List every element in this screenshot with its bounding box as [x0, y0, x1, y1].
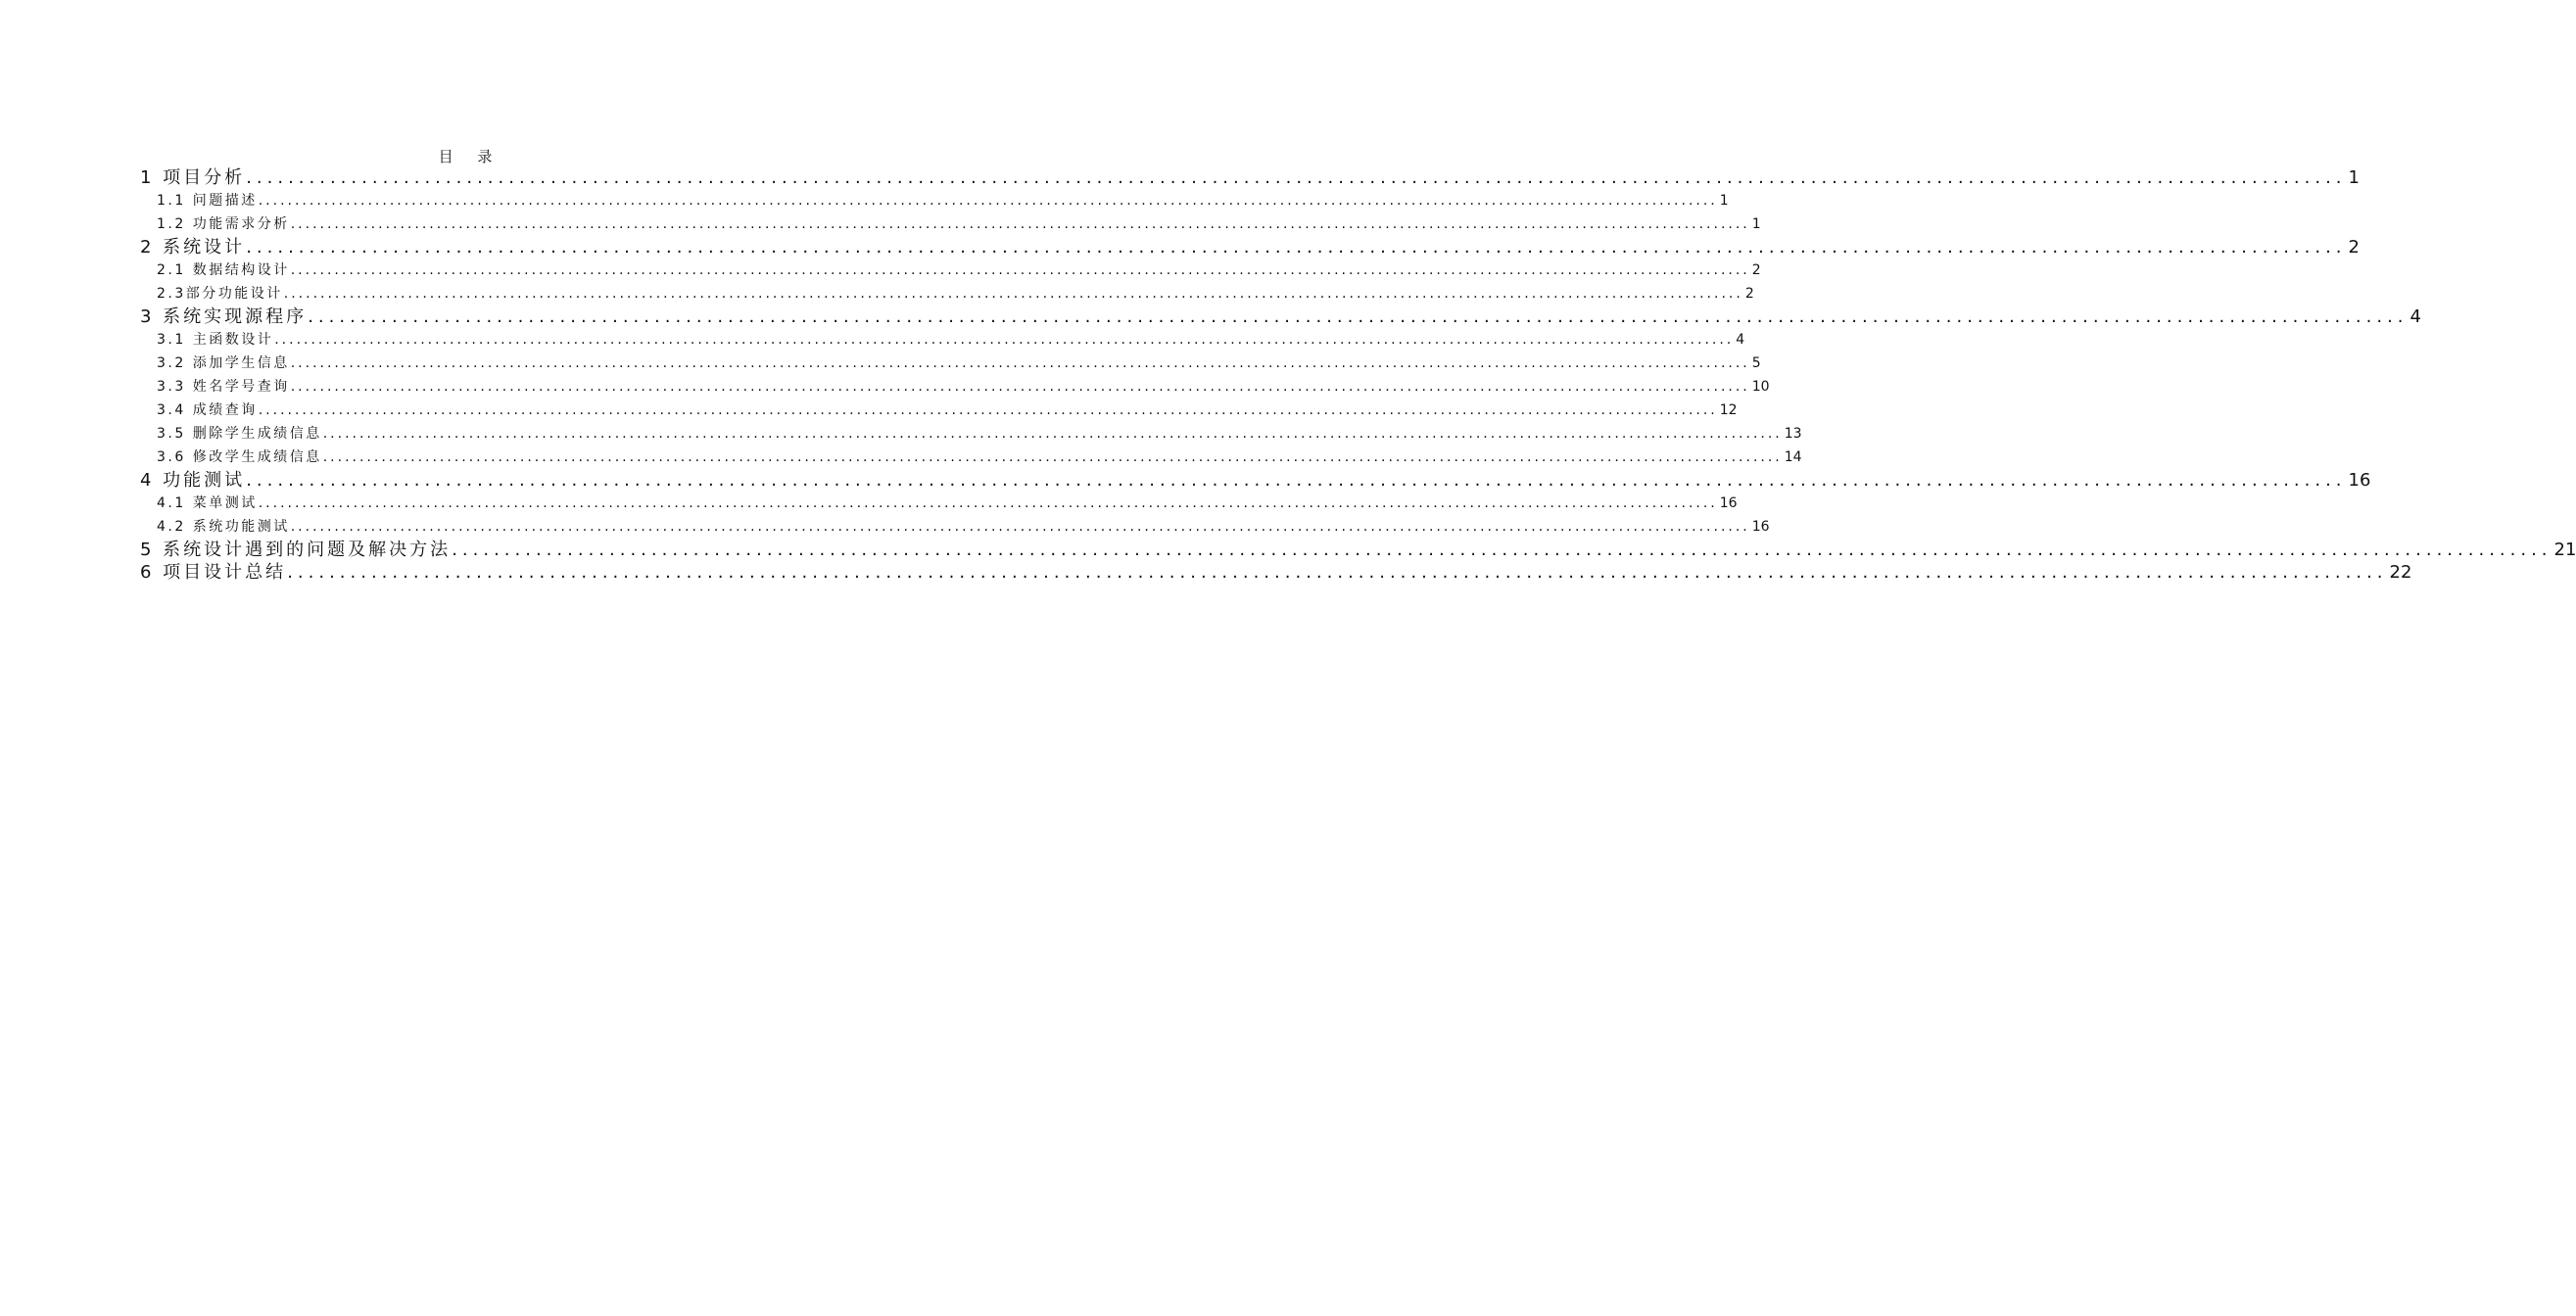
- toc-page-number: 14: [1784, 449, 1802, 465]
- toc-entry-label: 2.1 数据结构设计: [157, 262, 290, 278]
- toc-entry-label: 4 功能测试: [140, 470, 246, 491]
- toc-entry-label: 3.5 删除学生成绩信息: [157, 426, 322, 442]
- toc-entry[interactable]: [140, 375, 1770, 399]
- toc-entry-label: 5 系统设计遇到的问题及解决方法: [140, 540, 452, 560]
- toc-page-number: 21: [2553, 540, 2576, 560]
- dot-leader: ........................................................................................................................................................................................................: [258, 495, 1718, 511]
- dot-leader: ........................................................................................................................................................................................................: [290, 355, 1750, 371]
- dot-leader: ........................................................................................................................................................................................................: [258, 193, 1718, 209]
- toc-entry[interactable]: [140, 561, 2412, 584]
- toc-page-number: 16: [1719, 495, 1738, 511]
- toc-title: 目 录: [438, 148, 502, 165]
- toc-page-number: 4: [1736, 332, 1745, 348]
- dot-leader: ........................................................................................................................................................................................................: [274, 332, 1735, 348]
- toc-entry[interactable]: [140, 515, 1770, 539]
- dot-leader: ........................................................................................................................................................................................................: [452, 540, 2552, 560]
- toc-entry-label: 3.1 主函数设计: [157, 332, 274, 348]
- toc-entry[interactable]: [140, 306, 2421, 328]
- toc-page-number: 1: [2348, 167, 2360, 188]
- toc-page-number: 12: [1719, 402, 1738, 418]
- toc-entry-label: 6 项目设计总结: [140, 562, 287, 583]
- toc-entry[interactable]: [140, 469, 2371, 492]
- toc-entry-label: 4.1 菜单测试: [157, 495, 258, 511]
- toc-page-number: 22: [2389, 562, 2412, 583]
- toc-page-number: 16: [1751, 519, 1770, 535]
- toc-entry[interactable]: [140, 236, 2360, 258]
- toc-entry[interactable]: [140, 352, 1761, 375]
- dot-leader: ........................................................................................................................................................................................................: [246, 167, 2347, 188]
- toc-entry-label: 2.3部分功能设计: [157, 286, 283, 302]
- toc-entry[interactable]: [140, 282, 1754, 306]
- toc-page-number: 1: [1719, 193, 1729, 209]
- dot-leader: ........................................................................................................................................................................................................: [246, 237, 2347, 258]
- toc-entry[interactable]: [140, 166, 2360, 189]
- dot-leader: ........................................................................................................................................................................................................: [283, 286, 1743, 302]
- dot-leader: ........................................................................................................................................................................................................: [258, 402, 1718, 418]
- toc-entry[interactable]: [140, 328, 1745, 352]
- dot-leader: ........................................................................................................................................................................................................: [322, 426, 1783, 442]
- toc-page-number: 2: [1751, 262, 1761, 278]
- toc-entry-label: 3.4 成绩查询: [157, 402, 258, 418]
- toc-page-number: 13: [1784, 426, 1802, 442]
- toc-entry[interactable]: [140, 399, 1738, 422]
- toc-entry[interactable]: [140, 539, 2576, 561]
- dot-leader: ........................................................................................................................................................................................................: [322, 449, 1783, 465]
- dot-leader: ........................................................................................................................................................................................................: [290, 262, 1750, 278]
- dot-leader: ........................................................................................................................................................................................................: [290, 519, 1750, 535]
- toc-entry[interactable]: [140, 189, 1729, 212]
- dot-leader: ........................................................................................................................................................................................................: [308, 306, 2409, 327]
- table-of-contents: [140, 166, 2576, 584]
- toc-page-number: 16: [2348, 470, 2371, 491]
- toc-entry[interactable]: [140, 212, 1761, 236]
- toc-entry-label: 1 项目分析: [140, 167, 246, 188]
- toc-entry[interactable]: [140, 258, 1761, 282]
- toc-page-number: 5: [1751, 355, 1761, 371]
- toc-page-number: 4: [2409, 306, 2421, 327]
- dot-leader: ........................................................................................................................................................................................................: [290, 216, 1750, 232]
- dot-leader: ........................................................................................................................................................................................................: [246, 470, 2347, 491]
- dot-leader: ........................................................................................................................................................................................................: [290, 379, 1750, 395]
- toc-entry-label: 1.2 功能需求分析: [157, 216, 290, 232]
- toc-entry-label: 1.1 问题描述: [157, 193, 258, 209]
- toc-entry-label: 3.3 姓名学号查询: [157, 379, 290, 395]
- toc-entry-label: 3.6 修改学生成绩信息: [157, 449, 322, 465]
- toc-page-number: 10: [1751, 379, 1770, 395]
- toc-entry-label: 3.2 添加学生信息: [157, 355, 290, 371]
- toc-entry[interactable]: [140, 422, 1802, 446]
- toc-entry[interactable]: [140, 446, 1802, 469]
- toc-page-number: 2: [1744, 286, 1754, 302]
- toc-entry-label: 3 系统实现源程序: [140, 306, 308, 327]
- toc-entry-label: 2 系统设计: [140, 237, 246, 258]
- toc-page-number: 1: [1751, 216, 1761, 232]
- toc-page-number: 2: [2348, 237, 2360, 258]
- toc-entry-label: 4.2 系统功能测试: [157, 519, 290, 535]
- toc-entry[interactable]: [140, 492, 1738, 515]
- dot-leader: ........................................................................................................................................................................................................: [287, 562, 2388, 583]
